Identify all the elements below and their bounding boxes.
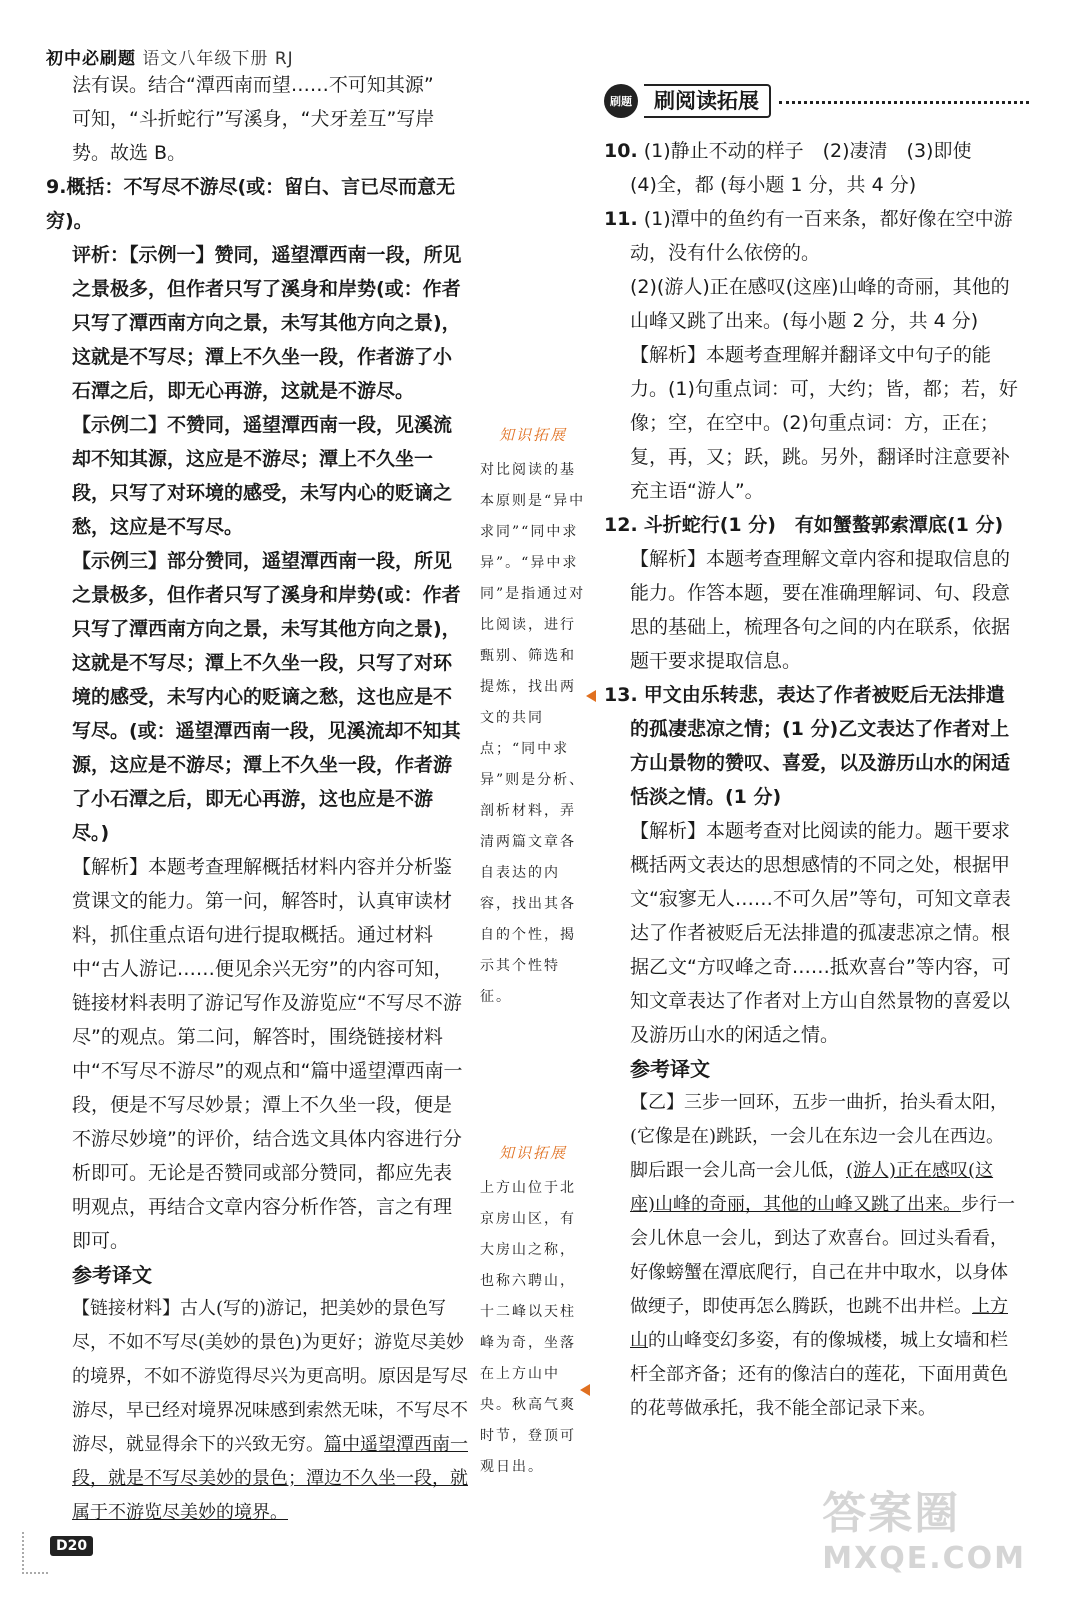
edition: RJ [274,49,294,69]
knowledge-box-2-head: 知识拓展 [498,1144,567,1162]
page-number: D20 [50,1536,93,1556]
q12-analysis: 【解析】本题考查理解文章内容和提取信息的能力。作答本题，要在准确理解词、句、段意思的基础上，梳理各句之间的内在联系，依据题干要求提取信息。 [630,548,1011,672]
left-ref-text: 【链接材料】古人(写的)游记，把美妙的景色写尽，不如不写尽(美妙的景色)为更好；游览尽美妙的境界，不如不游览得尽兴为更高明。原因是写尽游尽，早已经对境界况味感到索然无味，不写尽不游尽，就显得余下的兴致无穷。篇中遥望潭西南一段，就是不写尽美妙的景色；潭边不久坐一段，就属于不游览尽美妙的境界。 [72,1298,468,1523]
q10-line2: (4)全，都 (每小题 1 分，共 4 分) [630,174,917,196]
q8-continued-line2: 可知，“斗折蛇行”写溪身，“犬牙差互”写岸 [72,108,435,130]
q11-line2: (2)(游人)正在感叹(这座)山峰的奇丽，其他的山峰又跳了出来。(每小题 2 分，共 4 分) [630,276,1010,332]
knowledge-box-1-head: 知识拓展 [498,426,567,444]
book-badge-icon: 刷题 [604,84,638,118]
knowledge-box-2-text: 上方山位于北京房山区，有大房山之称，也称六聘山，十二峰以天柱峰为奇，坐落在上方山中央。秋高气爽时节，登顶可观日出。 [480,1180,576,1475]
dotted-rule [779,99,1029,104]
left-column [46,68,470,1530]
series-name: 初中必刷题 [46,49,136,69]
right-column [604,134,1018,1426]
knowledge-box-2 [480,1138,586,1483]
knowledge-box-1 [480,420,586,1013]
arrow-icon [580,1384,590,1396]
q13: 13. 甲文由乐转悲，表达了作者被贬后无法排遣的孤凄悲凉之情；(1 分)乙文表达了作者对上方山景物的赞叹、喜爱，以及游历山水的闲适恬淡之情。(1 分) [604,684,1011,808]
q9-summary: 9.概括：不写尽不游尽(或：留白、言已尽而意无穷)。 [46,176,456,232]
right-ref-title: 参考译文 [630,1057,710,1081]
q9-example2: 【示例二】不赞同，遥望潭西南一段，见溪流却不知其源，这应是不游尽；潭上不久坐一段，只写了对环境的感受，未写内心的贬谪之愁，这应是不写尽。 [72,414,453,538]
q9-analysis: 【解析】本题考查理解概括材料内容并分析鉴赏课文的能力。第一问，解答时，认真审读材料，抓住重点语句进行提取概括。通过材料中“古人游记……便见余兴无穷”的内容可知，链接材料表明了游记写作及游览应“不写尽不游尽”的观点。第二问，解答时，围绕链接材料中“不写尽不游尽”的观点和“篇中遥望潭西南一段，便是不写尽妙景；潭上不久坐一段，便是不游尽妙境”的评价，结合选文具体内容进行分析即可。无论是否赞同或部分赞同，都应先表明观点，再结合文章内容分析作答，言之有理即可。 [72,856,463,1252]
q9-number: 9. [46,176,67,198]
q8-continued-line3: 势。故选 B。 [72,142,187,164]
arrow-icon [586,690,596,702]
q8-continued-line1: 法有误。结合“潭西南而望……不可知其源” [72,74,434,96]
section-banner [604,84,1029,118]
corner-mark [22,1532,48,1574]
subject-name: 语文八年级下册 [142,49,269,69]
q13-analysis: 【解析】本题考查对比阅读的能力。题干要求概括两文表达的思想感情的不同之处，根据甲文“寂寥无人……不可久居”等句，可知文章表达了作者被贬后无法排遣的孤凄悲凉之情。根据乙文“方叹峰之奇……抵欢喜台”等内容，可知文章表达了作者对上方山自然景物的喜爱以及游历山水的闲适之情。 [630,820,1011,1046]
q12: 12. 斗折蛇行(1 分) 有如蟹螯郭索潭底(1 分) [604,514,1004,536]
q11-analysis: 【解析】本题考查理解并翻译文中句子的能力。(1)句重点词：可，大约；皆，都；若，好像；空，在空中。(2)句重点词：方，正在；复，再，又；跃，跳。另外，翻译时注意要补充主语“游人”。 [630,344,1018,502]
section-title: 刷阅读拓展 [644,84,771,118]
q9-example1: 评析：【示例一】赞同，遥望潭西南一段，所见之景极多，但作者只写了溪身和岸势(或：作者只写了潭西南方向之景，未写其他方向之景)，这就是不写尽；潭上不久坐一段，作者游了小石潭之后，即无心再游，这就是不游尽。 [72,244,462,402]
right-ref-text: 【乙】三步一回环，五步一曲折，抬头看太阳，(它像是在)跳跃，一会儿在东边一会儿在西边。脚后跟一会儿高一会儿低，(游人)正在感叹(这座)山峰的奇丽，其他的山峰又跳了出来。步行一会儿休息一会儿，到达了欢喜台。回过头看看，好像螃蟹在潭底爬行，自己在井中取水，以身体做绠子，即使再怎么腾跃，也跳不出井栏。上方山的山峰变幻多姿，有的像城楼，城上女墙和栏杆全部齐备；还有的像洁白的莲花，下面用黄色的花萼做承托，我不能全部记录下来。 [630,1092,1016,1419]
page-header [46,44,294,69]
watermark: 答案圈 MXQE.COM [822,1488,1026,1576]
q11: 11. (1)潭中的鱼约有一百来条，都好像在空中游动，没有什么依傍的。 [604,208,1013,264]
knowledge-box-1-text: 对比阅读的基本原则是“异中求同”“同中求异”。“异中求同”是指通过对比阅读，进行甄别、筛选和提炼，找出两文的共同点；“同中求异”则是分析、剖析材料，弄清两篇文章各自表达的内容，找出其各自的个性，揭示其个性特征。 [480,462,586,1005]
q9-example3: 【示例三】部分赞同，遥望潭西南一段，所见之景极多，但作者只写了溪身和岸势(或：作者只写了潭西南方向之景，未写其他方向之景)，这就是不写尽；潭上不久坐一段，只写了对环境的感受，未写内心的贬谪之愁，这也应是不写尽。(或：遥望潭西南一段，见溪流却不知其源，这应是不游尽；潭上不久坐一段，作者游了小石潭之后，即无心再游，这也应是不游尽。) [72,550,461,844]
left-ref-title: 参考译文 [72,1263,152,1287]
q10: 10. (1)静止不动的样子 (2)凄清 (3)即使 [604,140,972,162]
